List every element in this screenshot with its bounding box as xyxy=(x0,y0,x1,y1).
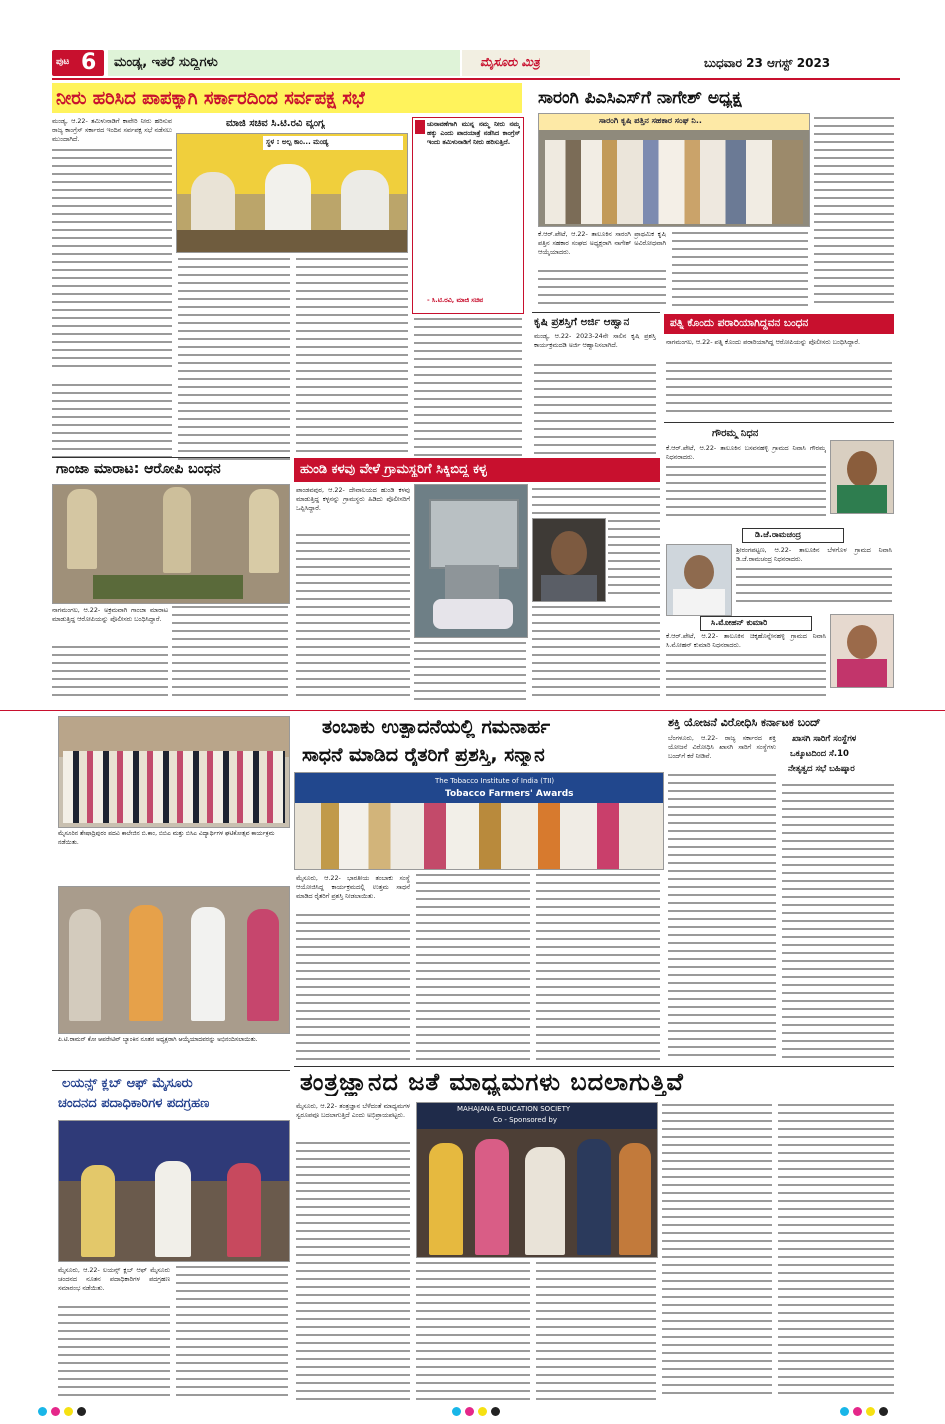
page-number: 6 xyxy=(81,50,97,75)
shakti-col2-lines xyxy=(782,784,894,1064)
media-banner-text: MAHAJANA EDUCATION SOCIETY xyxy=(457,1105,571,1113)
page-label: ಪುಟ xyxy=(56,57,70,67)
tobacco-lead: ಮೈಸೂರು, ಆ.22- ಭಾರತೀಯ ತಂಬಾಕು ಸಂಸ್ಥೆ ಆಯೋಜಿಸಿದ್ದ ಕಾರ್ಯಕ್ರಮದಲ್ಲಿ ಉತ್ತಮ ಸಾಧನೆ ಮಾಡಿದ ರೈತರಿಗೆ ಪ್ರಶಸ್ತಿ ನೀಡಲಾಯಿತು. xyxy=(296,874,410,901)
seized-material xyxy=(93,575,243,599)
photo-tag: ಸ್ಥಳ : ಅಲ್ಪ ಕಾಂ... ಮಂಡ್ಯ xyxy=(266,138,329,146)
tobacco-headline-box xyxy=(294,714,662,770)
tobacco-col3-lines xyxy=(536,874,660,1064)
tobacco-banner-text-2: Tobacco Farmers' Awards xyxy=(445,789,574,799)
lions-person-1 xyxy=(81,1165,115,1257)
shakti-subhead-3: ನೇತೃತ್ವದ ಸಭೆ ಬಹಿಷ್ಕಾರ xyxy=(788,764,855,774)
obit-portrait-2 xyxy=(666,544,732,616)
water-meeting-lead xyxy=(52,117,172,379)
magenta-dot xyxy=(465,1407,474,1416)
lions-person-3 xyxy=(227,1163,261,1257)
media-col4-lines xyxy=(662,1104,772,1404)
pacs-group-photo xyxy=(538,113,810,227)
magenta-dot xyxy=(51,1407,60,1416)
tobacco-col2-lines xyxy=(416,874,530,1064)
bank-person-2 xyxy=(129,905,163,1021)
pacs-headline: ಸಾರಂಗಿ ಪಿಎಸಿಎಸ್‌ಗೆ ನಾಗೇಶ್ ಅಧ್ಯಕ್ಷ xyxy=(538,88,742,108)
obit-2-lines xyxy=(736,568,892,608)
yellow-dot xyxy=(866,1407,875,1416)
ganja-col1-lines xyxy=(52,646,168,706)
pacs-col3-lines xyxy=(814,117,894,312)
water-meeting-headline-bar xyxy=(52,83,522,113)
water-meeting-headline: ನೀರು ಹರಿಸಿದ ಪಾಪಕ್ಕಾಗಿ ಸರ್ಕಾರದಿಂದ ಸರ್ವಪಕ್ಷ ಸಭೆ xyxy=(56,88,365,109)
obit-text-2: ಶ್ರೀರಂಗಪಟ್ಟಣ, ಆ.22- ತಾಲೂಕಿನ ಬೆಳಗೊಳ ಗ್ರಾಮದ ನಿವಾಸಿ ಡಿ.ಜೆ.ರಾಮಚಂದ್ರ ನಿಧನರಾದರು. xyxy=(736,546,892,564)
shakti-headline: ಶಕ್ತಿ ಯೋಜನೆ ವಿರೋಧಿಸಿ ಕರ್ನಾಟಕ ಬಂದ್ xyxy=(668,716,821,729)
mid-page-rule xyxy=(0,710,945,711)
cyan-dot xyxy=(38,1407,47,1416)
media-col3-lines xyxy=(536,1262,656,1404)
hundi-col1-lines xyxy=(296,534,410,706)
farm-body-lines xyxy=(534,364,656,466)
water-meeting-col4-lines xyxy=(414,318,522,468)
hundi-lead: ಪಾಂಡವಪುರ, ಆ.22- ದೇವಾಲಯದ ಹುಂಡಿ ಕಳವು ಮಾಡುತ್ತಿದ್ದ ಕಳ್ಳನನ್ನು ಗ್ರಾಮಸ್ಥರು ಹಿಡಿದು ಪೊಲೀಸರಿಗೆ ಒಪ್ಪಿಸಿದ್ದಾರೆ. xyxy=(296,486,410,513)
obit-title-3: ಸಿ.ಮೋಹನ್ ಕುಮಾರಿ xyxy=(711,618,768,627)
tobacco-banner-text: The Tobacco Institute of India (TII) xyxy=(435,777,555,785)
group-people xyxy=(545,140,803,224)
obit-portrait-1 xyxy=(830,440,894,514)
lions-col1-lines xyxy=(58,1306,170,1402)
murder-lead: ನಾಗಮಂಗಲ, ಆ.22- ಪತ್ನಿ ಕೊಂದು ಪರಾರಿಯಾಗಿದ್ದ ಆರೋಪಿಯನ್ನು ಪೊಲೀಸರು ಬಂಧಿಸಿದ್ದಾರೆ. xyxy=(666,338,860,346)
media-col5-lines xyxy=(778,1104,894,1404)
accused-face xyxy=(551,531,587,575)
tobacco-col1-lines xyxy=(296,914,410,1064)
bank-person-4 xyxy=(247,909,279,1021)
obit-title-1: ಗೌರಮ್ಮ ನಿಧನ xyxy=(712,428,759,439)
tobacco-stage-people xyxy=(295,803,663,869)
lions-col2-lines xyxy=(176,1266,288,1402)
water-meeting-quote: ಚುನಾವಣೆಗಾಗಿ ಮುನ್ನ ನಮ್ಮ ನೀರು ನಮ್ಮ ಹಕ್ಕು ಎಂದು ಪಾದಯಾತ್ರೆ ನಡೆಸಿದ ಕಾಂಗ್ರೆಸ್ ಇಂದು ತಮಿಳುನಾಡಿಗೆ ನೀರು ಹರಿಸುತ್ತಿದೆ. xyxy=(427,120,520,147)
masthead-title: ಮೈಸೂರು ಮಿತ್ರ xyxy=(480,55,540,69)
hundi-box xyxy=(429,499,519,569)
police-officer-right xyxy=(249,489,279,573)
ganja-col2-lines xyxy=(172,606,288,706)
shakti-col1-lines xyxy=(668,774,776,1064)
media-top-rule xyxy=(294,1066,894,1067)
obit-text-1: ಕೆ.ಆರ್.ಪೇಟೆ, ಆ.22- ತಾಲೂಕಿನ ಬಸವನಹಳ್ಳಿ ಗ್ರಾಮದ ನಿವಾಸಿ ಗೌರಮ್ಮ ನಿಧನರಾದರು. xyxy=(666,444,826,462)
hundi-headline: ಹುಂಡಿ ಕಳವು ವೇಳೆ ಗ್ರಾಮಸ್ಥರಿಗೆ ಸಿಕ್ಕಿಬಿದ್ದ ಕಳ್ಳ xyxy=(300,462,487,477)
portrait-1-saree xyxy=(837,485,887,513)
police-officer-left xyxy=(67,489,97,569)
farm-lead: ಮಂಡ್ಯ, ಆ.22- 2023-24ನೇ ಸಾಲಿನ ಕೃಷಿ ಪ್ರಶಸ್ತಿ ಕಾರ್ಯಕ್ರಮದಡಿ ಅರ್ಜಿ ಆಹ್ವಾನಿಸಲಾಗಿದೆ. xyxy=(534,332,656,350)
accused-photo xyxy=(532,518,606,602)
press-table xyxy=(177,230,407,252)
police-officer-center xyxy=(163,487,191,573)
pacs-headline-bar xyxy=(532,83,894,113)
black-dot xyxy=(491,1407,500,1416)
pacs-photo-banner xyxy=(539,114,809,130)
media-banner-text-2: Co - Sponsored by xyxy=(493,1116,557,1124)
cyan-dot xyxy=(840,1407,849,1416)
ganja-top-rule xyxy=(52,457,290,458)
hundi-col2-lines xyxy=(532,488,660,516)
black-dot xyxy=(77,1407,86,1416)
portrait-2-shirt xyxy=(673,589,725,615)
obit-top-rule xyxy=(664,422,894,423)
obit-portrait-3 xyxy=(830,614,894,688)
media-event-photo xyxy=(416,1102,658,1258)
masthead-box xyxy=(462,50,590,76)
shakti-subhead-box xyxy=(782,734,894,780)
obit-title-3-box xyxy=(700,616,812,631)
hundi-box-photo xyxy=(414,484,528,638)
media-lead: ಮೈಸೂರು, ಆ.22- ತಂತ್ರಜ್ಞಾನ ಬೆಳೆದಂತೆ ಮಾಧ್ಯಮಗಳ ಸ್ವರೂಪವೂ ಬದಲಾಗುತ್ತಿದೆ ಎಂದು ಅಭಿಪ್ರಾಯಪಟ್ಟರು. xyxy=(296,1102,410,1120)
media-person-3 xyxy=(525,1147,565,1255)
press-conference-photo xyxy=(176,133,408,253)
cyan-dot xyxy=(452,1407,461,1416)
portrait-3-saree xyxy=(837,659,887,687)
yellow-dot xyxy=(478,1407,487,1416)
farm-headline: ಕೃಷಿ ಪ್ರಶಸ್ತಿಗೆ ಅರ್ಜಿ ಆಹ್ವಾನ xyxy=(534,316,630,328)
media-person-2 xyxy=(475,1139,509,1255)
registration-marks-right xyxy=(840,1407,910,1417)
black-dot xyxy=(879,1407,888,1416)
tobacco-awards-photo xyxy=(294,772,664,870)
obit-text-3: ಕೆ.ಆರ್.ಪೇಟೆ, ಆ.22- ತಾಲೂಕಿನ ಚಿಕ್ಕಹೊನ್ನೇನಹಳ್ಳಿ ಗ್ರಾಮದ ನಿವಾಸಿ ಸಿ.ಮೋಹನ್ ಕುಮಾರಿ ನಿಧನರಾದರು. xyxy=(666,632,826,650)
hundi-headline-bar xyxy=(294,458,660,482)
obit-1-lines xyxy=(666,466,826,524)
portrait-1-face xyxy=(847,451,877,487)
water-meeting-quote-credit: - ಸಿ.ಟಿ.ರವಿ, ಮಾಜಿ ಸಚಿವ xyxy=(427,296,484,304)
pacs-lead: ಕೆ.ಆರ್.ಪೇಟೆ, ಆ.22- ತಾಲೂಕಿನ ಸಾರಂಗಿ ಪ್ರಾಥಮಿಕ ಕೃಷಿ ಪತ್ತಿನ ಸಹಕಾರ ಸಂಘದ ಅಧ್ಯಕ್ಷರಾಗಿ ನಾಗೇಶ್ ಅವಿರೋಧವಾಗಿ ಆಯ್ಕೆಯಾದರು. xyxy=(538,230,666,257)
pacs-col1-lines xyxy=(538,270,666,312)
obit-title-2: ಡಿ.ಜೆ.ರಾಮಚಂದ್ರ xyxy=(755,530,802,539)
shakti-subhead-1: ಖಾಸಗಿ ಸಾರಿಗೆ ಸಂಸ್ಥೆಗಳ xyxy=(792,734,857,744)
water-meeting-col1-lower-lines xyxy=(52,384,172,468)
page-header xyxy=(52,50,900,78)
bank-caption: ಪಿ.ಟಿ.ರಾಮನ್ ಕೋ ಆಪರೇಟಿವ್ ಬ್ಯಾಂಕಿನ ನೂತನ ಅಧ್ಯಕ್ಷರಾಗಿ ಆಯ್ಕೆಯಾದವರನ್ನು ಅಭಿನಂದಿಸಲಾಯಿತು. xyxy=(58,1036,258,1043)
registration-marks-center xyxy=(452,1407,522,1417)
hundi-col4-lines xyxy=(414,642,526,706)
ganja-seizure-photo xyxy=(52,484,290,604)
media-col2-lines xyxy=(416,1262,530,1404)
section-bar xyxy=(108,50,460,76)
magenta-dot xyxy=(853,1407,862,1416)
hundi-cloth xyxy=(433,599,513,629)
lions-person-2 xyxy=(155,1161,191,1257)
water-meeting-lead-text: ಮಂಡ್ಯ, ಆ.22- ತಮಿಳುನಾಡಿಗೆ ಕಾವೇರಿ ನೀರು ಹರಿಸುವ ರಾಜ್ಯ ಕಾಂಗ್ರೆಸ್ ಸರ್ಕಾರದ ಇಂದಿನ ಸರ್ವಪಕ್ಷ ಸಭೆ ನಡೆಸಲು ಮುಂದಾಗಿದೆ. xyxy=(52,117,172,144)
media-person-4 xyxy=(577,1139,611,1255)
graduation-caption: ಮೈಸೂರಿನ ಶೇಷಾದ್ರಿಪುರಂ ಪದವಿ ಕಾಲೇಜಿನ ಬಿ.ಕಾಂ, ಬಿಬಿಎ ಮತ್ತು ಬಿಸಿಎ ವಿದ್ಯಾರ್ಥಿಗಳ ಘಟಿಕೋತ್ಸವ ಕಾರ್ಯಕ್ರಮ ನಡೆಯಿತು. xyxy=(58,830,275,846)
photo-tag-box xyxy=(263,136,403,150)
yellow-dot xyxy=(64,1407,73,1416)
media-headline: ತಂತ್ರಜ್ಞಾನದ ಜತೆ ಮಾಧ್ಯಮಗಳು ಬದಲಾಗುತ್ತಿವೆ xyxy=(300,1068,684,1096)
bank-person-1 xyxy=(69,909,101,1021)
murder-headline: ಪತ್ನಿ ಕೊಂದು ಪರಾರಿಯಾಗಿದ್ದವನ ಬಂಧನ xyxy=(670,317,809,329)
obit-title-2-box xyxy=(742,528,844,543)
media-banner xyxy=(417,1103,657,1129)
pacs-photo-banner-text: ಸಾರಂಗಿ ಕೃಷಿ ಪತ್ತಿನ ಸಹಕಾರ ಸಂಘ ನಿ.. xyxy=(599,116,702,125)
section-title: ಮಂಡ್ಯ, ಇತರೆ ಸುದ್ದಿಗಳು xyxy=(114,55,218,70)
media-person-1 xyxy=(429,1143,463,1255)
water-meeting-col3-lines xyxy=(296,258,408,468)
murder-headline-bar xyxy=(664,314,894,334)
ganja-lead: ನಾಗಮಂಗಲ, ಆ.22- ಅಕ್ರಮವಾಗಿ ಗಾಂಜಾ ಮಾರಾಟ ಮಾಡುತ್ತಿದ್ದ ಆರೋಪಿಯನ್ನು ಪೊಲೀಸರು ಬಂಧಿಸಿದ್ದಾರೆ. xyxy=(52,606,168,624)
lions-top-rule xyxy=(52,1070,290,1071)
portrait-3-face xyxy=(847,625,877,659)
murder-body-lines xyxy=(666,362,892,418)
bank-felicitation-photo xyxy=(58,886,290,1034)
header-rule xyxy=(52,78,900,80)
ganja-headline: ಗಾಂಜಾ ಮಾರಾಟ: ಆರೋಪಿ ಬಂಧನ xyxy=(56,461,221,477)
accused-shirt xyxy=(541,575,597,601)
water-meeting-col2-lines xyxy=(178,258,290,468)
graduation-group-photo xyxy=(58,716,290,828)
lions-lead: ಮೈಸೂರು, ಆ.22- ಲಯನ್ಸ್ ಕ್ಲಬ್ ಆಫ್ ಮೈಸೂರು ಚಂದನದ ನೂತನ ಪದಾಧಿಕಾರಿಗಳ ಪದಗ್ರಹಣ ಸಮಾರಂಭ ನಡೆಯಿತು. xyxy=(58,1266,170,1293)
water-meeting-quote-box xyxy=(412,117,524,314)
tobacco-headline-1: ತಂಬಾಕು ಉತ್ಪಾದನೆಯಲ್ಲಿ ಗಮನಾರ್ಹ xyxy=(322,716,551,738)
pacs-col2-lines xyxy=(672,232,808,312)
farm-top-rule xyxy=(532,312,660,313)
quote-number-badge xyxy=(415,120,425,134)
registration-marks-left xyxy=(38,1407,108,1417)
lions-headline-1: ಲಯನ್ಸ್ ಕ್ಲಬ್ ಆಫ್ ಮೈಸೂರು xyxy=(62,1076,193,1091)
issue-date: ಬುಧವಾರ 23 ಆಗಸ್ಟ್ 2023 xyxy=(704,56,831,70)
shakti-lead: ಬೆಂಗಳೂರು, ಆ.22- ರಾಜ್ಯ ಸರ್ಕಾರದ ಶಕ್ತಿ ಯೋಜನೆ ವಿರೋಧಿಸಿ ಖಾಸಗಿ ಸಾರಿಗೆ ಸಂಸ್ಥೆಗಳು ಬಂದ್‌ಗೆ ಕರೆ ನೀಡಿವೆ. xyxy=(668,734,776,761)
graduation-students xyxy=(63,751,285,823)
page-number-badge xyxy=(52,50,104,76)
obit-3-lines xyxy=(666,654,826,702)
water-meeting-body-lines xyxy=(52,149,172,379)
media-person-5 xyxy=(619,1143,651,1255)
media-col1-lines xyxy=(296,1142,410,1404)
lions-ceremony-photo xyxy=(58,1120,290,1262)
lions-headline-2: ಚಂದನದ ಪದಾಧಿಕಾರಿಗಳ ಪದಗ್ರಹಣ xyxy=(58,1096,210,1111)
shakti-subhead-2: ಒಕ್ಕೂಟದಿಂದ ಸೆ.10 xyxy=(790,749,849,759)
hundi-col5-lines xyxy=(532,606,660,706)
portrait-2-face xyxy=(684,555,714,589)
hundi-col3-lines xyxy=(608,520,660,600)
bank-person-3 xyxy=(191,907,225,1021)
water-meeting-subhead: ಮಾಜಿ ಸಚಿವ ಸಿ.ಟಿ.ರವಿ ವ್ಯಂಗ್ಯ xyxy=(226,118,325,129)
tobacco-headline-2: ಸಾಧನೆ ಮಾಡಿದ ರೈತರಿಗೆ ಪ್ರಶಸ್ತಿ, ಸನ್ಮಾನ xyxy=(302,744,545,766)
